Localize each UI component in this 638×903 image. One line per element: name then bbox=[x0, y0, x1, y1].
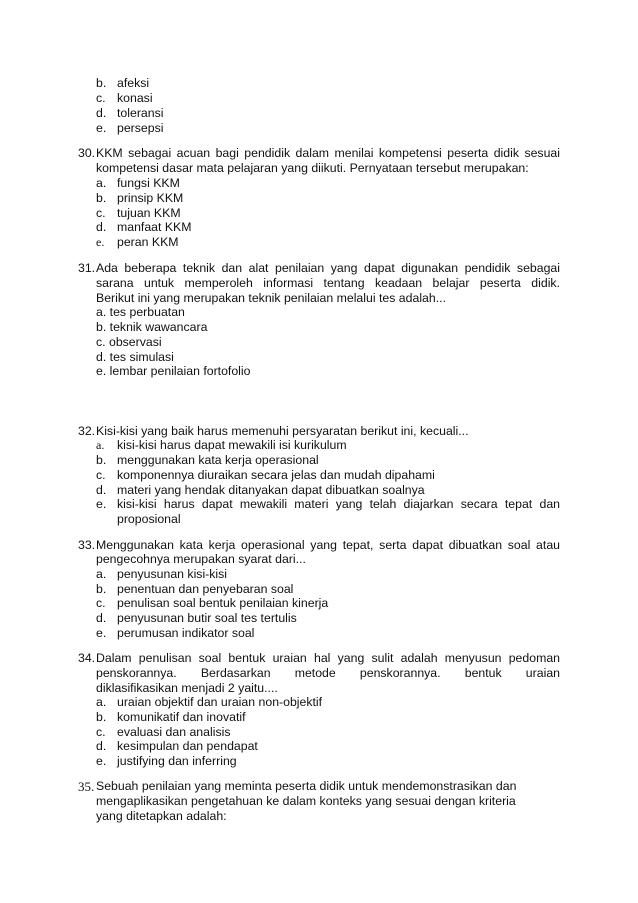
q34-option-b: b. komunikatif dan inovatif bbox=[96, 710, 246, 724]
q34-number: 34. bbox=[78, 651, 96, 665]
q31-question-line-1: Ada beberapa teknik dan alat penilaian yang dapat digunakan pendidik sebagai bbox=[96, 261, 560, 275]
q32-option-d: d. materi yang hendak ditanyakan dapat dibuatkan soalnya bbox=[96, 483, 425, 497]
q32-number: 32. bbox=[78, 424, 96, 438]
q33-option-c: c. penulisan soal bentuk penilaian kinerja bbox=[96, 596, 329, 610]
q32-option-e: e. kisi-kisi harus dapat mewakili materi yang telah diajarkan secara tepat dan bbox=[96, 497, 560, 511]
q32-option-b: b. menggunakan kata kerja operasional bbox=[96, 453, 319, 467]
q30-option-b: b. prinsip KKM bbox=[96, 191, 184, 205]
q32-option-c: c. komponennya diuraikan secara jelas dan mudah dipahami bbox=[96, 468, 435, 482]
q34-option-a: a. uraian objektif dan uraian non-objektif bbox=[96, 695, 323, 709]
q34-option-c: c. evaluasi dan analisis bbox=[96, 725, 231, 739]
q29-option-c: c. konasi bbox=[96, 91, 153, 105]
q35-question-line-2: mengaplikasikan pengetahuan ke dalam konteks yang sesuai dengan kriteria bbox=[96, 794, 516, 808]
q34-option-e: e. justifying dan inferring bbox=[96, 754, 237, 768]
q29-option-d: d. toleransi bbox=[96, 106, 164, 120]
q33-option-a: a. penyusunan kisi-kisi bbox=[96, 567, 228, 581]
q30-question-line-1: KKM sebagai acuan bagi pendidik dalam menilai kompetensi peserta didik sesuai bbox=[96, 146, 560, 160]
q29-option-b: b. afeksi bbox=[96, 76, 150, 90]
q31-option-d: d. tes simulasi bbox=[96, 350, 174, 364]
q30-option-a: a. fungsi KKM bbox=[96, 176, 180, 190]
q30-question-line-2: kompetensi dasar mata pelajaran yang diikuti. Pernyataan tersebut merupakan: bbox=[96, 161, 529, 175]
q35-question-line-3: yang ditetapkan adalah: bbox=[96, 809, 227, 823]
q33-option-b: b. penentuan dan penyebaran soal bbox=[96, 582, 294, 596]
q30-option-e: e. peran KKM bbox=[96, 235, 179, 249]
q30-option-c: c. tujuan KKM bbox=[96, 206, 181, 220]
q31-number: 31. bbox=[78, 261, 96, 275]
q31-option-b: b. teknik wawancara bbox=[96, 320, 208, 334]
q30-option-d: d. manfaat KKM bbox=[96, 220, 192, 234]
q31-option-a: a. tes perbuatan bbox=[96, 305, 185, 319]
q29-option-e: e. persepsi bbox=[96, 121, 164, 135]
q33-question-line-2: pengecohnya merupakan syarat dari... bbox=[96, 552, 306, 566]
q33-option-e: e. perumusan indikator soal bbox=[96, 626, 255, 640]
q30-number: 30. bbox=[78, 146, 96, 160]
q35-number: 35. bbox=[78, 779, 95, 794]
q31-question-line-2: sarana untuk memperoleh informasi tentang keadaan belajar peserta didik. bbox=[96, 276, 560, 290]
q34-question-line-1: Dalam penulisan soal bentuk uraian hal yang sulit adalah menyusun pedoman bbox=[96, 651, 560, 665]
q31-option-e: e. lembar penilaian fortofolio bbox=[96, 364, 251, 378]
q33-number: 33. bbox=[78, 538, 96, 552]
q31-question-line-3: Berikut ini yang merupakan teknik penilaian melalui tes adalah... bbox=[96, 291, 446, 305]
q34-option-d: d. kesimpulan dan pendapat bbox=[96, 739, 258, 753]
q33-option-d: d. penyusunan butir soal tes tertulis bbox=[96, 611, 297, 625]
q34-question-line-3: diklasifikasikan menjadi 2 yaitu.... bbox=[96, 681, 278, 695]
q35-question-line-1: Sebuah penilaian yang meminta peserta didik untuk mendemonstrasikan dan bbox=[96, 779, 517, 793]
q32-question-line-1: Kisi-kisi yang baik harus memenuhi persyaratan berikut ini, kecuali... bbox=[96, 424, 469, 438]
q34-question-line-2: penskorannya. Berdasarkan metode penskorannya. bentuk uraian bbox=[96, 666, 560, 680]
q31-option-c: c. observasi bbox=[96, 335, 162, 349]
q32-option-a: a. kisi-kisi harus dapat mewakili isi kurikulum bbox=[96, 438, 347, 452]
q33-question-line-1: Menggunakan kata kerja operasional yang tepat, serta dapat dibuatkan soal atau bbox=[96, 538, 560, 552]
q32-option-e-continuation: proposional bbox=[117, 512, 181, 526]
